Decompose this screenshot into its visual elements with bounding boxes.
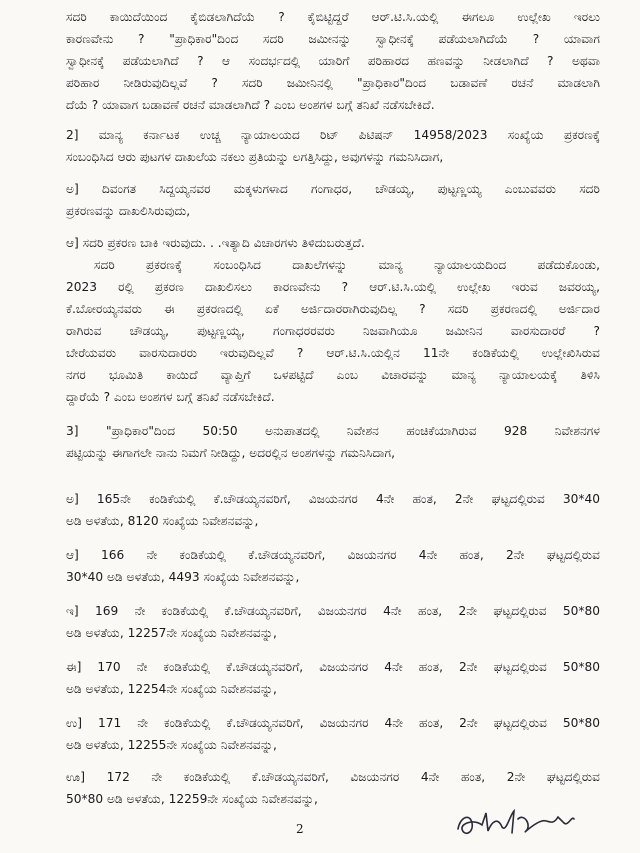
text-line: ಈ] 170 ನೇ ಕಂಡಿಕೆಯಲ್ಲಿ ಕೆ.ಚೌಡಯ್ಯನವರಿಗೆ, ವಿಜಯನಗರ 4ನೇ ಹಂತ, 2ನೇ ಘಟ್ಟದಲ್ಲಿರುವ 50*80: [66, 660, 600, 674]
text-line: 3] "ಪ್ರಾಧಿಕಾರ"ದಿಂದ 50:50 ಅನುಪಾತದಲ್ಲಿ ನಿವೇಶನ ಹಂಚಿಕೆಯಾಗಿರುವ 928 ನಿವೇಶನಗಳ: [66, 424, 600, 438]
text-line: 50*80 ಅಡಿ ಅಳತೆಯ, 12259ನೇ ಸಂಖ್ಯೆಯ ನಿವೇಶನವನ್ನು,: [66, 792, 318, 806]
text-line: ದ್ದಾರೆಯೆ ? ಎಂಬ ಅಂಶಗಳ ಬಗ್ಗೆ ತನಿಖೆ ನಡೆಸಬೇಕಿದೆ.: [66, 390, 275, 404]
text-line: ಪಟ್ಟಿಯನ್ನು ಈಗಾಗಲೇ ನಾನು ನಿಮಗೆ ನೀಡಿದ್ದು, ಅದರಲ್ಲಿನ ಅಂಶಗಳನ್ನು ಗಮನಿಸಿದಾಗ,: [66, 446, 395, 460]
text-line: ಆ] ಸದರಿ ಪ್ರಕರಣ ಬಾಕಿ ಇರುವುದು. . .ಇತ್ಯಾದಿ ವಿಚಾರಗಳು ತಿಳಿದುಬರುತ್ತದೆ.: [66, 236, 365, 250]
text-line: ದೆಯೆ ? ಯಾವಾಗ ಬಡಾವಣೆ ರಚನೆ ಮಾಡಲಾಗಿದೆ ? ಎಂಬ ಅಂಶಗಳ ಬಗ್ಗೆ ತನಿಖೆ ನಡೆಸಬೇಕಿದೆ.: [66, 98, 435, 112]
text-line: ಅ] 165ನೇ ಕಂಡಿಕೆಯಲ್ಲಿ ಕೆ.ಚೌಡಯ್ಯನವರಿಗೆ, ವಿಜಯನಗರ 4ನೇ ಹಂತ, 2ನೇ ಘಟ್ಟದಲ್ಲಿರುವ 30*40: [66, 492, 600, 506]
list-item-a: [66, 488, 600, 532]
text-line: 30*40 ಅಡಿ ಅಳತೆಯ, 4493 ಸಂಖ್ಯೆಯ ನಿವೇಶನವನ್ನು,: [66, 570, 300, 584]
text-line: ಆ] 166 ನೇ ಕಂಡಿಕೆಯಲ್ಲಿ ಕೆ.ಚೌಡಯ್ಯನವರಿಗೆ, ವಿಜಯನಗರ 4ನೇ ಹಂತ, 2ನೇ ಘಟ್ಟದಲ್ಲಿರುವ: [66, 548, 600, 562]
text-line: ಅಡಿ ಅಳತೆಯ, 12257ನೇ ಸಂಖ್ಯೆಯ ನಿವೇಶನವನ್ನು,: [66, 626, 277, 640]
text-line: ಸದರಿ ಕಾಯಿದೆಯಿಂದ ಕೈಬಿಡಲಾಗಿದೆಯೆ ? ಕೈಬಿಟ್ಟಿದ್ದರೆ ಆರ್.ಟಿ.ಸಿ.ಯಲ್ಲಿ ಈಗಲೂ ಉಲ್ಲೇಖ ಇರಲು: [66, 10, 600, 24]
paragraph-2b: [66, 232, 600, 408]
text-line: ನಗರ ಭೂಮಿತಿ ಕಾಯಿದೆ ವ್ಯಾಪ್ತಿಗೆ ಒಳಪಟ್ಟಿದೆ ಎಂಬ ವಿಚಾರವನ್ನು ಮಾನ್ಯ ನ್ಯಾಯಾಲಯಕ್ಕೆ ತಿಳಿಸಿ: [66, 368, 600, 382]
paragraph-2a: [66, 178, 600, 222]
text-line: ಅ] ದಿವಂಗತ ಸಿದ್ದಯ್ಯನವರ ಮಕ್ಕಳುಗಳಾದ ಗಂಗಾಧರ, ಚೌಡಯ್ಯ, ಪುಟ್ಟಣ್ಣಯ್ಯ ಎಂಬುವವರು ಸದರಿ: [66, 182, 600, 196]
text-line: ಪರಿಹಾರ ನೀಡಿರುವುದಿಲ್ಲವೆ ? ಸದರಿ ಜಮೀನಿನಲ್ಲಿ "ಪ್ರಾಧಿಕಾರ"ದಿಂದ ಬಡಾವಣೆ ರಚನೆ ಮಾಡಲಾಗಿ: [66, 76, 600, 90]
text-line: ಇ] 169 ನೇ ಕಂಡಿಕೆಯಲ್ಲಿ ಕೆ.ಚೌಡಯ್ಯನವರಿಗೆ, ವಿಜಯನಗರ 4ನೇ ಹಂತ, 2ನೇ ಘಟ್ಟದಲ್ಲಿರುವ 50*80: [66, 604, 600, 618]
text-line: ಅಡಿ ಅಳತೆಯ, 12255ನೇ ಸಂಖ್ಯೆಯ ನಿವೇಶನವನ್ನು,: [66, 738, 277, 752]
text-line: ಅಡಿ ಅಳತೆಯ, 8120 ಸಂಖ್ಯೆಯ ನಿವೇಶನವನ್ನು,: [66, 514, 259, 528]
text-line: ಸಂಬಂಧಿಸಿದ ಆರು ಪುಟಗಳ ದಾಖಲೆಯ ನಕಲು ಪ್ರತಿಯನ್ನು ಲಗತ್ತಿಸಿದ್ದು, ಅವುಗಳನ್ನು ಗಮನಿಸಿದಾಗ,: [66, 150, 444, 164]
paragraph-intro: [66, 6, 600, 116]
signature: [452, 803, 576, 843]
list-item-ii: [66, 656, 600, 700]
text-line: 2] ಮಾನ್ಯ ಕರ್ನಾಟಕ ಉಚ್ಚ ನ್ಯಾಯಾಲಯದ ರಿಟ್ ಪಿಟಿಷನ್ 14958/2023 ಸಂಖ್ಯೆಯ ಪ್ರಕರಣಕ್ಕೆ: [66, 128, 600, 142]
text-line: ಸ್ವಾಧೀನಕ್ಕೆ ಪಡೆಯಲಾಗಿದೆ ? ಆ ಸಂದರ್ಭದಲ್ಲಿ ಯಾರಿಗೆ ಪರಿಹಾರದ ಹಣವನ್ನು ನೀಡಲಾಗಿದೆ ? ಅಥವಾ: [66, 54, 600, 68]
paragraph-2: [66, 124, 600, 168]
text-line: ಊ] 172 ನೇ ಕಂಡಿಕೆಯಲ್ಲಿ ಕೆ.ಚೌಡಯ್ಯನವರಿಗೆ, ವಿಜಯನಗರ 4ನೇ ಹಂತ, 2ನೇ ಘಟ್ಟದಲ್ಲಿರುವ: [66, 770, 600, 784]
list-item-aa: [66, 544, 600, 588]
text-line: ಉ] 171 ನೇ ಕಂಡಿಕೆಯಲ್ಲಿ ಕೆ.ಚೌಡಯ್ಯನವರಿಗೆ, ವಿಜಯನಗರ 4ನೇ ಹಂತ, 2ನೇ ಘಟ್ಟದಲ್ಲಿರುವ 50*80: [66, 716, 600, 730]
text-line: 2023 ರಲ್ಲಿ ಪ್ರಕರಣ ದಾಖಲಿಸಲು ಕಾರಣವೇನು ? ಆರ್.ಟಿ.ಸಿ.ಯಲ್ಲಿ ಉಲ್ಲೇಖ ಇರುವ ಜವರಯ್ಯ,: [66, 280, 600, 294]
text-line: ಸದರಿ ಪ್ರಕರಣಕ್ಕೆ ಸಂಬಂಧಿಸಿದ ದಾಖಲೆಗಳನ್ನು ಮಾನ್ಯ ನ್ಯಾಯಾಲಯದಿಂದ ಪಡೆದುಕೊಂಡು,: [94, 258, 600, 272]
page-number: 2: [296, 822, 304, 836]
text-line: ಪ್ರಕರಣವನ್ನು ದಾಖಲಿಸಿರುವುದು,: [66, 204, 191, 218]
list-item-i: [66, 600, 600, 644]
text-line: ಕೆ.ಬೋರಯ್ಯನವರು ಈ ಪ್ರಕರಣದಲ್ಲಿ ಏಕೆ ಅರ್ಜಿದಾರರಾಗಿರುವುದಿಲ್ಲ ? ಸದರಿ ಪ್ರಕರಣದಲ್ಲಿ ಅರ್ಜಿದಾರ: [66, 302, 600, 316]
text-line: ಬೇರೆಯವರು ವಾರಸುದಾರರು ಇರುವುದಿಲ್ಲವೆ ? ಆರ್.ಟಿ.ಸಿ.ಯಲ್ಲಿನ 11ನೇ ಕಂಡಿಕೆಯಲ್ಲಿ ಉಲ್ಲೇಖಿಸಿರುವ: [66, 346, 600, 360]
list-item-u: [66, 712, 600, 756]
text-line: ಅಡಿ ಅಳತೆಯ, 12254ನೇ ಸಂಖ್ಯೆಯ ನಿವೇಶನವನ್ನು,: [66, 682, 277, 696]
text-line: ಕಾರಣವೇನು ? "ಪ್ರಾಧಿಕಾರ"ದಿಂದ ಸದರಿ ಜಮೀನನ್ನು ಸ್ವಾಧೀನಕ್ಕೆ ಪಡೆಯಲಾಗಿದೆಯೆ ? ಯಾವಾಗ: [66, 32, 600, 46]
paragraph-3: [66, 420, 600, 464]
text-line: ರಾಗಿರುವ ಚೌಡಯ್ಯ, ಪುಟ್ಟಣ್ಣಯ್ಯ, ಗಂಗಾಧರರವರು ನಿಜವಾಗಿಯೂ ಜಮೀನಿನ ವಾರಸುದಾರರೆ ?: [66, 324, 600, 338]
